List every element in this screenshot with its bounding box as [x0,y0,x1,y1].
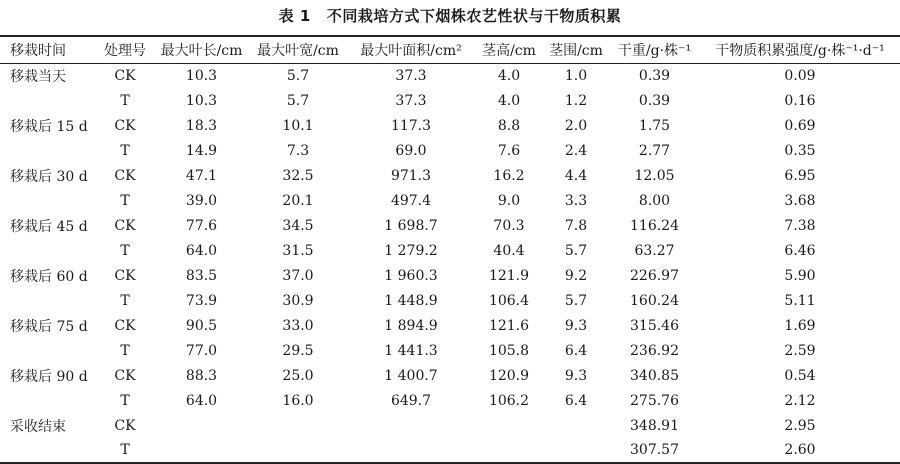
cell-max-leaf-length: 39.0 [185,192,218,209]
cell-max-leaf-width: 33.0 [282,317,314,334]
cell-stem-girth: 1.0 [564,67,588,84]
header-stem-height: 茎高/cm [475,36,543,63]
cell-dry-weight: 0.39 [638,67,671,84]
table-number: 表 1 [278,7,311,25]
cell-treatment: CK [114,317,136,334]
header-max-leaf-area: 最大叶面积/cm² [347,36,475,63]
cell-dry-matter-rate: 2.95 [784,417,816,434]
cell-transplant-time [0,88,96,113]
cell-max-leaf-length: 18.3 [185,117,218,134]
cell-max-leaf-width: 16.0 [282,392,314,409]
cell-transplant-time: 移栽后 75 d [10,318,88,335]
cell-transplant-time: 移栽后 15 d [10,118,88,135]
cell-stem-girth: 4.4 [564,167,588,184]
cell-treatment: T [120,342,130,359]
cell-stem-height: 105.8 [488,342,530,359]
cell-max-leaf-length: 64.0 [185,392,218,409]
cell-max-leaf-area: 69.0 [395,142,427,159]
table-row [0,113,900,138]
cell-dry-matter-rate: 0.35 [784,142,816,159]
table-title: 不同栽培方式下烟株农艺性状与干物质积累 [326,7,622,25]
cell-dry-matter-rate: 5.90 [784,267,816,284]
cell-dry-weight: 116.24 [630,217,679,234]
cell-stem-girth: 5.7 [564,292,588,309]
cell-max-leaf-area: 1 894.9 [384,317,438,334]
cell-dry-matter-rate: 2.60 [700,438,900,463]
cell-stem-girth: 3.3 [564,192,588,209]
header-transplant-time: 移栽时间 [0,36,96,63]
cell-max-leaf-area [347,438,475,463]
cell-max-leaf-length [154,438,249,463]
header-dry-matter-rate: 干物质积累强度/g·株⁻¹·d⁻¹ [700,36,900,63]
cell-stem-height: 7.6 [497,142,521,159]
cell-dry-weight: 63.27 [634,242,675,259]
cell-max-leaf-area: 117.3 [390,117,432,134]
cell-dry-weight: 226.97 [630,267,679,284]
cell-max-leaf-area: 37.3 [395,92,427,109]
cell-dry-weight: 12.05 [634,167,675,184]
cell-transplant-time: 移栽当天 [10,68,66,85]
cell-dry-weight: 348.91 [630,417,679,434]
cell-dry-weight: 0.39 [638,92,671,109]
cell-dry-matter-rate: 2.12 [784,392,816,409]
cell-stem-girth [543,413,609,438]
cell-treatment: CK [114,167,136,184]
header-max-leaf-width: 最大叶宽/cm [249,36,347,63]
cell-stem-girth: 2.0 [564,117,588,134]
cell-dry-matter-rate: 6.95 [784,167,816,184]
cell-max-leaf-length: 88.3 [185,367,218,384]
cell-max-leaf-length: 47.1 [185,167,218,184]
cell-stem-girth: 5.7 [564,242,588,259]
cell-max-leaf-area: 497.4 [390,192,432,209]
cell-stem-height: 106.4 [488,292,530,309]
header-stem-girth: 茎围/cm [543,36,609,63]
cell-max-leaf-area: 1 960.3 [384,267,438,284]
cell-treatment: T [120,142,130,159]
cell-max-leaf-length: 10.3 [185,67,218,84]
cell-max-leaf-length: 77.6 [185,217,218,234]
cell-stem-girth: 9.3 [564,367,588,384]
cell-transplant-time [0,338,96,363]
cell-max-leaf-area: 971.3 [390,167,432,184]
cell-treatment: T [120,92,130,109]
cell-transplant-time: 移栽后 30 d [10,168,88,185]
cell-dry-weight: 315.46 [630,317,679,334]
table-row [0,438,900,463]
cell-transplant-time [0,238,96,263]
cell-treatment: CK [114,67,136,84]
cell-treatment: CK [114,417,136,434]
cell-dry-weight: 8.00 [638,192,671,209]
cell-stem-height: 120.9 [488,367,530,384]
cell-treatment: T [120,292,130,309]
cell-stem-girth: 7.8 [564,217,588,234]
cell-max-leaf-area: 649.7 [390,392,432,409]
cell-dry-weight: 275.76 [630,392,679,409]
cell-max-leaf-width: 5.7 [286,67,310,84]
cell-transplant-time [0,138,96,163]
table-row [0,138,900,163]
cell-treatment: CK [114,267,136,284]
cell-dry-matter-rate: 0.16 [784,92,816,109]
table-row [0,388,900,413]
cell-max-leaf-area: 1 279.2 [384,242,438,259]
table-row [0,63,900,88]
cell-treatment: CK [114,117,136,134]
cell-max-leaf-length: 90.5 [185,317,218,334]
cell-max-leaf-width [249,413,347,438]
cell-max-leaf-area: 1 400.7 [384,367,438,384]
cell-dry-weight: 236.92 [630,342,679,359]
cell-stem-girth [543,438,609,463]
cell-stem-height: 8.8 [497,117,521,134]
cell-dry-matter-rate: 5.11 [784,292,816,309]
cell-dry-weight: 307.57 [609,438,700,463]
table-row [0,213,900,238]
cell-stem-girth: 2.4 [564,142,588,159]
cell-max-leaf-length [154,413,249,438]
cell-stem-height: 106.2 [488,392,530,409]
cell-stem-height: 121.6 [488,317,530,334]
cell-stem-height: 4.0 [497,67,521,84]
cell-stem-height: 121.9 [488,267,530,284]
cell-max-leaf-width: 25.0 [282,367,314,384]
table-row [0,263,900,288]
cell-stem-girth: 9.2 [564,267,588,284]
cell-dry-matter-rate: 7.38 [784,217,816,234]
cell-max-leaf-width [249,438,347,463]
cell-max-leaf-length: 10.3 [185,92,218,109]
cell-stem-height [475,438,543,463]
cell-transplant-time [0,388,96,413]
cell-transplant-time: 采收结束 [10,418,66,435]
cell-stem-height: 4.0 [497,92,521,109]
cell-dry-matter-rate: 3.68 [784,192,816,209]
cell-max-leaf-width: 7.3 [286,142,310,159]
cell-max-leaf-width: 31.5 [282,242,314,259]
cell-stem-height: 9.0 [497,192,521,209]
cell-max-leaf-area: 1 448.9 [384,292,438,309]
cell-max-leaf-width: 32.5 [282,167,314,184]
cell-dry-weight: 1.75 [638,117,671,134]
cell-max-leaf-width: 20.1 [282,192,314,209]
cell-max-leaf-width: 29.5 [282,342,314,359]
cell-max-leaf-length: 77.0 [185,342,218,359]
cell-dry-matter-rate: 1.69 [784,317,816,334]
header-dry-weight: 干重/g·株⁻¹ [609,36,700,63]
cell-treatment: CK [114,367,136,384]
cell-max-leaf-area: 1 441.3 [384,342,438,359]
cell-max-leaf-width: 30.9 [282,292,314,309]
table-row [0,288,900,313]
table-row [0,363,900,388]
table-row [0,163,900,188]
cell-transplant-time [0,188,96,213]
table-row [0,188,900,213]
cell-max-leaf-width: 34.5 [282,217,314,234]
cell-max-leaf-length: 64.0 [185,242,218,259]
cell-max-leaf-width: 5.7 [286,92,310,109]
cell-stem-height: 16.2 [493,167,525,184]
cell-max-leaf-width: 37.0 [282,267,314,284]
header-row [0,36,900,63]
table-row [0,238,900,263]
cell-dry-weight: 160.24 [630,292,679,309]
cell-treatment: T [120,242,130,259]
cell-transplant-time: 移栽后 45 d [10,218,88,235]
cell-dry-matter-rate: 0.09 [784,67,816,84]
table-row [0,413,900,438]
cell-stem-height [475,413,543,438]
cell-dry-matter-rate: 0.69 [784,117,816,134]
cell-max-leaf-length: 73.9 [185,292,218,309]
cell-transplant-time [0,438,96,463]
table-body [0,63,900,463]
cell-dry-weight: 340.85 [630,367,679,384]
cell-max-leaf-area [347,413,475,438]
cell-stem-height: 70.3 [493,217,525,234]
table-row [0,88,900,113]
agronomic-traits-table [0,35,900,464]
cell-dry-matter-rate: 0.54 [784,367,816,384]
cell-stem-girth: 6.4 [564,392,588,409]
cell-max-leaf-length: 83.5 [185,267,218,284]
cell-dry-matter-rate: 6.46 [784,242,816,259]
header-treatment: 处理号 [96,36,154,63]
cell-transplant-time: 移栽后 90 d [10,368,88,385]
cell-stem-girth: 9.3 [564,317,588,334]
cell-transplant-time: 移栽后 60 d [10,268,88,285]
cell-max-leaf-length: 14.9 [185,142,218,159]
cell-treatment: T [120,392,130,409]
cell-transplant-time [0,288,96,313]
table-row [0,313,900,338]
cell-stem-girth: 6.4 [564,342,588,359]
cell-treatment: T [120,192,130,209]
cell-stem-height: 40.4 [493,242,525,259]
cell-max-leaf-area: 1 698.7 [384,217,438,234]
cell-max-leaf-width: 10.1 [282,117,314,134]
cell-dry-matter-rate: 2.59 [784,342,816,359]
table-row [0,338,900,363]
cell-treatment: CK [114,217,136,234]
cell-treatment: T [96,438,154,463]
cell-max-leaf-area: 37.3 [395,67,427,84]
header-max-leaf-length: 最大叶长/cm [154,36,249,63]
cell-stem-girth: 1.2 [564,92,588,109]
table-caption [0,5,900,26]
cell-dry-weight: 2.77 [638,142,671,159]
